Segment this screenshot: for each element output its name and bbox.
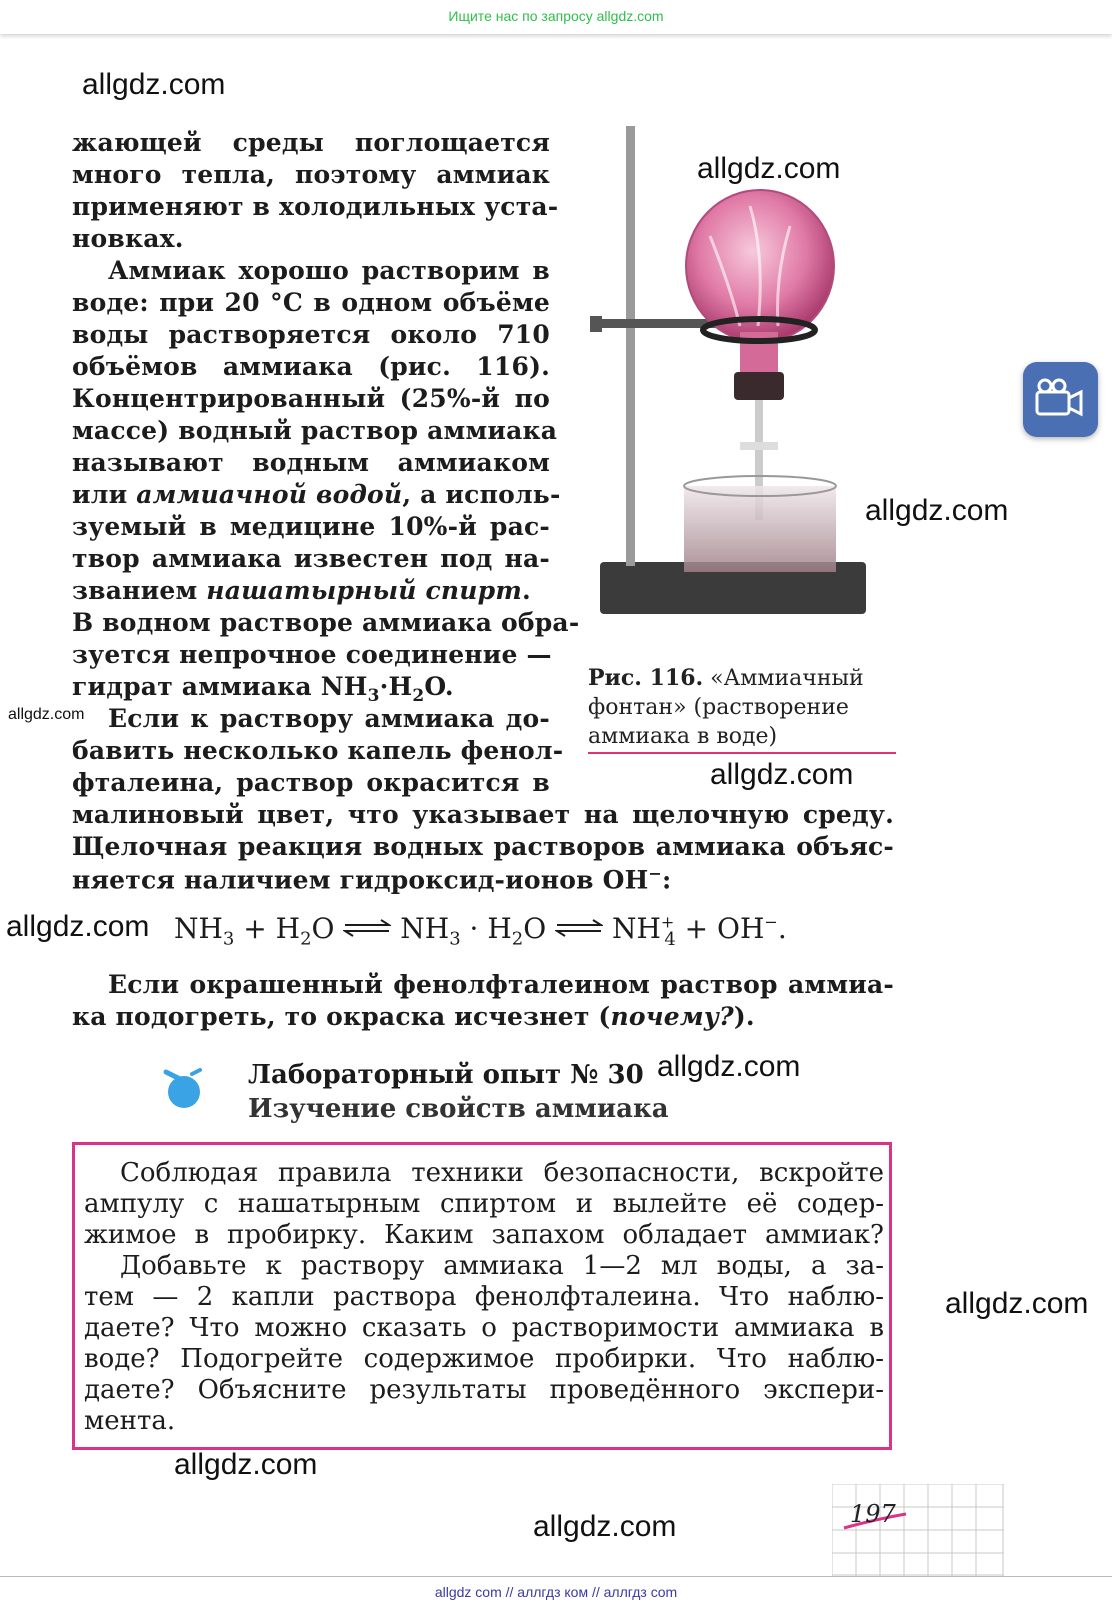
caption-text: «Аммиачный фонтан» (растворение аммиака в воде)	[588, 666, 864, 749]
body-line: фталеина, раствор окрасится в	[72, 768, 550, 797]
body-line: бавить несколько капель фенол-	[72, 736, 564, 765]
formula-sub: 4	[664, 928, 676, 950]
watermark: allgdz.com	[710, 758, 854, 791]
body-line: воде: при 20 °C в одном объёме	[72, 288, 550, 317]
watermark: allgdz.com	[533, 1510, 677, 1543]
body-text: званием	[72, 576, 207, 605]
page-number: 197	[850, 1500, 896, 1528]
lab-line: ампулу с нашатырным спиртом и вылейте её содер-	[84, 1189, 884, 1219]
formula-sub: 3	[222, 928, 235, 950]
formula-part: NH	[603, 912, 661, 945]
body-line: много тепла, поэтому аммиак	[72, 160, 550, 189]
body-line	[72, 480, 561, 509]
body-line: называют водным аммиаком	[72, 448, 550, 477]
stand-rod	[626, 126, 635, 566]
term-ammonia-water: аммиачной водой	[136, 480, 403, 509]
lab-title: Лабораторный опыт № 30	[248, 1060, 644, 1090]
equilibrium-arrow-icon	[555, 918, 603, 938]
top-banner: Ищите нас по запросу allgdz.com	[0, 0, 1112, 34]
body-line: Если окрашенный фенолфталеином раствор аммиа-	[108, 970, 894, 999]
video-camera-icon	[1023, 362, 1098, 437]
watermark: allgdz.com	[865, 494, 1009, 527]
watermark: allgdz.com	[657, 1050, 801, 1083]
body-line: массе) водный раствор аммиака	[72, 416, 558, 445]
formula-part: NH	[391, 912, 450, 945]
formula-part: · H	[460, 912, 512, 945]
body-line: Концентрированный (25%-й по	[72, 384, 550, 413]
body-text: :	[662, 865, 672, 895]
body-line: жающей среды поглощается	[72, 128, 550, 157]
formula-part: NH	[174, 912, 223, 945]
body-line	[72, 576, 531, 605]
video-button[interactable]	[1023, 362, 1098, 437]
body-text: няется наличием гидроксид-ионов OH	[72, 865, 649, 895]
body-line: В водном растворе аммиака обра-	[72, 608, 580, 637]
body-line: Если к раствору аммиака до-	[108, 704, 550, 733]
body-text: ка подогреть, то окраска исчезнет (	[72, 1002, 611, 1031]
body-line: воды растворяется около 710	[72, 320, 550, 349]
lab-line: Соблюдая правила техники безопасности, вскройте	[120, 1158, 884, 1188]
watermark: allgdz.com	[8, 706, 85, 723]
footer-divider	[0, 1576, 1112, 1577]
ammonia-fountain-figure	[590, 126, 890, 636]
body-text: , а исполь-	[402, 480, 561, 509]
body-line	[72, 864, 671, 894]
formula-sup: −	[764, 912, 778, 932]
formula-sub: 2	[511, 928, 524, 950]
watermark: allgdz.com	[697, 152, 841, 185]
body-text: .	[522, 576, 531, 605]
page-grid	[832, 1484, 1004, 1576]
term-ammonia-spirit: нашатырный спирт	[206, 576, 522, 605]
body-line: Аммиак хорошо растворим в	[108, 256, 550, 285]
formula-sub: 2	[300, 928, 312, 950]
body-line: зуемый в медицине 10%-й рас-	[72, 512, 550, 541]
body-line: малиновый цвет, что указывает на щелочную среду.	[72, 800, 894, 829]
footer-links[interactable]: allgdz com // аллгдз ком // аллгдз com	[434, 1584, 678, 1600]
body-line: объёмов аммиака (рис. 116).	[72, 352, 550, 381]
body-text: или	[72, 480, 137, 509]
formula-sup: +	[660, 912, 675, 932]
lab-flask-icon	[158, 1062, 208, 1112]
caption-label: Рис. 116.	[588, 665, 704, 691]
body-text: ·H	[379, 672, 413, 701]
subscript: 2	[412, 686, 425, 706]
lab-line: жимое в пробирку. Каким запахом обладает аммиак?	[84, 1220, 884, 1250]
equilibrium-arrow-icon	[343, 918, 391, 938]
watermark: allgdz.com	[6, 910, 150, 943]
lab-line: даете? Что можно сказать о растворимости аммиака в	[84, 1313, 884, 1343]
formula-part: O	[311, 912, 344, 945]
lab-subtitle: Изучение свойств аммиака	[248, 1094, 669, 1124]
equilibrium-formula	[174, 912, 787, 950]
body-text: гидрат аммиака NH	[72, 672, 368, 701]
caption-underline	[588, 752, 896, 754]
water-dish	[684, 486, 836, 572]
body-text: ).	[733, 1002, 755, 1031]
body-line: новках.	[72, 224, 184, 253]
body-line: применяют в холодильных уста-	[72, 192, 559, 221]
clamp-screw	[590, 316, 602, 332]
watermark: allgdz.com	[82, 68, 226, 101]
subscript: 3	[367, 686, 380, 706]
stopcock	[740, 442, 778, 450]
formula-part: .	[777, 912, 787, 945]
body-line: зуется непрочное соединение —	[72, 640, 552, 669]
superscript: −	[648, 864, 663, 883]
body-line	[72, 672, 454, 706]
lab-line: тем — 2 капли раствора фенолфталеина. Что наблю-	[84, 1282, 884, 1312]
body-line: Щелочная реакция водных растворов аммиака объяс-	[72, 832, 894, 861]
stopper	[734, 372, 784, 400]
figure-caption	[588, 664, 896, 751]
formula-part: + H	[234, 912, 301, 945]
body-line: твор аммиака известен под на-	[72, 544, 550, 573]
watermark: allgdz.com	[945, 1287, 1089, 1320]
watermark: allgdz.com	[174, 1448, 318, 1481]
lab-line: мента.	[84, 1406, 176, 1436]
body-text: O.	[424, 672, 454, 701]
question-word: почему?	[610, 1002, 734, 1031]
body-line	[72, 1002, 755, 1031]
lab-line: Добавьте к раствору аммиака 1—2 мл воды, а за-	[120, 1251, 884, 1281]
formula-sub: 3	[449, 928, 461, 950]
lab-line: даете? Объясните результаты проведённого экспери-	[84, 1375, 884, 1405]
formula-part: O	[523, 912, 556, 945]
formula-part: + OH	[675, 912, 765, 945]
lab-line: воде? Подогрейте содержимое пробирки. Что наблю-	[84, 1344, 884, 1374]
